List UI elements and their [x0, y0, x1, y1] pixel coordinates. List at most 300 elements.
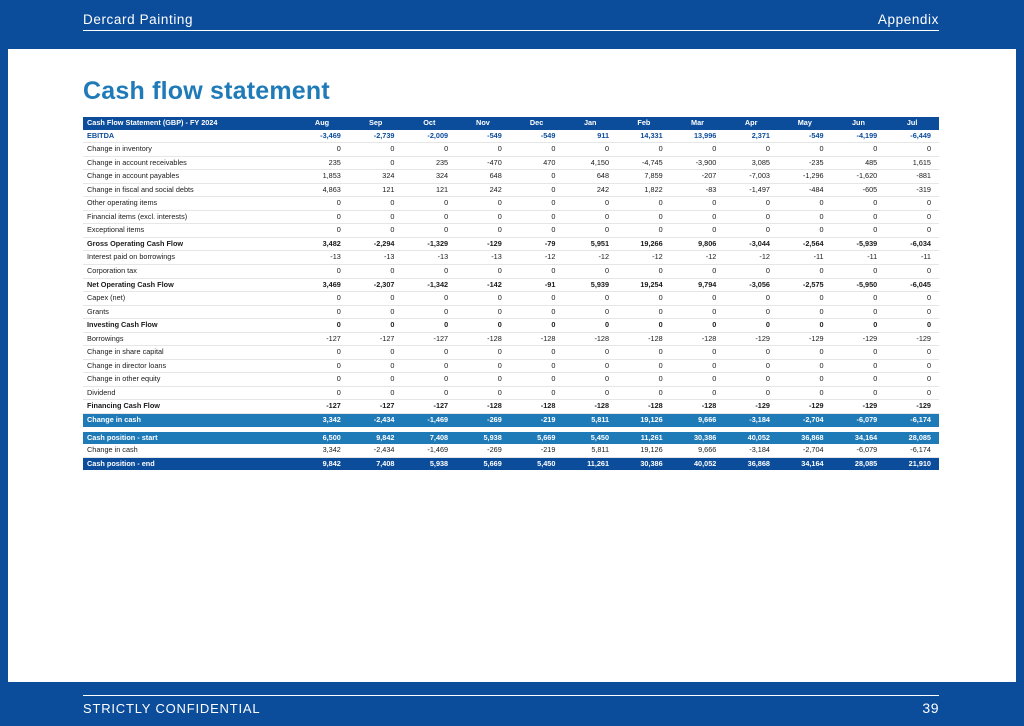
cell-value: 0	[349, 143, 403, 157]
cell-value: -6,034	[885, 237, 939, 251]
cell-value: -11	[885, 251, 939, 265]
cell-value: 0	[832, 305, 886, 319]
cell-value: 0	[724, 197, 778, 211]
cell-value: 9,806	[671, 237, 725, 251]
cell-value: -128	[617, 400, 671, 414]
cell-value: 9,666	[671, 444, 725, 457]
cell-value: -128	[563, 400, 617, 414]
cell-value: 0	[885, 305, 939, 319]
cell-value: -128	[617, 332, 671, 346]
cell-value: 0	[617, 386, 671, 400]
row-label: EBITDA	[83, 130, 295, 143]
cell-value: 0	[617, 346, 671, 360]
cell-value: 0	[671, 346, 725, 360]
cell-value: 0	[724, 210, 778, 224]
cell-value: 0	[885, 265, 939, 279]
cell-value: 4,150	[563, 156, 617, 170]
cell-value: -3,056	[724, 278, 778, 292]
cell-value: -2,739	[349, 130, 403, 143]
cell-value: 5,939	[563, 278, 617, 292]
cell-value: 470	[510, 156, 564, 170]
row-label: Borrowings	[83, 332, 295, 346]
cell-value: -3,184	[724, 414, 778, 427]
cell-value: -127	[295, 400, 349, 414]
table-row	[83, 265, 939, 279]
cell-value: -128	[510, 400, 564, 414]
cell-value: -2,704	[778, 414, 832, 427]
cell-value: 0	[510, 265, 564, 279]
cell-value: 0	[671, 143, 725, 157]
cell-value: -129	[724, 400, 778, 414]
cell-value: 0	[563, 373, 617, 387]
cell-value: -129	[832, 400, 886, 414]
cell-value: 7,408	[402, 432, 456, 445]
cell-value: -6,174	[885, 414, 939, 427]
cell-value: 0	[402, 346, 456, 360]
cell-value: 0	[295, 210, 349, 224]
cell-value: 0	[510, 170, 564, 184]
cell-value: 0	[885, 359, 939, 373]
cell-value: 0	[778, 265, 832, 279]
cell-value: 0	[671, 386, 725, 400]
cell-value: -91	[510, 278, 564, 292]
cell-value: 0	[885, 292, 939, 306]
cell-value: 324	[402, 170, 456, 184]
table-row	[83, 251, 939, 265]
cell-value: -470	[456, 156, 510, 170]
cell-value: -13	[295, 251, 349, 265]
cell-value: -207	[671, 170, 725, 184]
table-row	[83, 156, 939, 170]
cell-value: 0	[778, 305, 832, 319]
table-row	[83, 278, 939, 292]
table-row	[83, 130, 939, 143]
cell-value: 3,482	[295, 237, 349, 251]
table-row	[83, 373, 939, 387]
cell-value: -11	[832, 251, 886, 265]
cell-value: 0	[671, 319, 725, 333]
cell-value: 0	[295, 197, 349, 211]
cell-value: 0	[617, 319, 671, 333]
cell-value: 0	[885, 373, 939, 387]
cell-value: 0	[456, 359, 510, 373]
cell-value: -5,950	[832, 278, 886, 292]
cell-value: 3,469	[295, 278, 349, 292]
cell-value: 324	[349, 170, 403, 184]
column-header-oct: Oct	[402, 117, 456, 130]
cell-value: 9,794	[671, 278, 725, 292]
cell-value: 0	[456, 197, 510, 211]
cell-value: -127	[295, 332, 349, 346]
cell-value: 28,085	[885, 432, 939, 445]
cell-value: -12	[617, 251, 671, 265]
table-row	[83, 224, 939, 238]
cell-value: 0	[671, 265, 725, 279]
cell-value: 0	[885, 197, 939, 211]
cell-value: 0	[402, 197, 456, 211]
cell-value: -219	[510, 414, 564, 427]
cell-value: 14,331	[617, 130, 671, 143]
cell-value: 5,450	[510, 457, 564, 470]
company-name: Dercard Painting	[83, 12, 194, 27]
cell-value: 13,996	[671, 130, 725, 143]
cell-value: 0	[724, 265, 778, 279]
table-row	[83, 237, 939, 251]
header-bar	[0, 0, 1024, 49]
cell-value: 0	[778, 224, 832, 238]
cell-value: 0	[510, 292, 564, 306]
row-label: Grants	[83, 305, 295, 319]
cell-value: 3,342	[295, 414, 349, 427]
cell-value: -4,745	[617, 156, 671, 170]
cell-value: 0	[724, 386, 778, 400]
cell-value: 0	[617, 210, 671, 224]
cell-value: 1,615	[885, 156, 939, 170]
cell-value: 0	[724, 319, 778, 333]
table-row	[83, 319, 939, 333]
cell-value: -13	[349, 251, 403, 265]
cell-value: 0	[402, 359, 456, 373]
cell-value: -1,296	[778, 170, 832, 184]
cell-value: 0	[510, 359, 564, 373]
cell-value: 0	[832, 319, 886, 333]
cell-value: 0	[671, 224, 725, 238]
cell-value: 3,342	[295, 444, 349, 457]
cell-value: 0	[617, 373, 671, 387]
row-label: Cash position - end	[83, 457, 295, 470]
cell-value: 0	[349, 292, 403, 306]
cell-value: -129	[778, 332, 832, 346]
cell-value: 0	[563, 346, 617, 360]
cell-value: 0	[617, 224, 671, 238]
cell-value: -4,199	[832, 130, 886, 143]
cell-value: -3,469	[295, 130, 349, 143]
cell-value: -2,564	[778, 237, 832, 251]
cell-value: -6,079	[832, 414, 886, 427]
cell-value: 648	[456, 170, 510, 184]
cell-value: -142	[456, 278, 510, 292]
cell-value: 0	[349, 224, 403, 238]
cell-value: -12	[510, 251, 564, 265]
cell-value: 0	[724, 359, 778, 373]
cell-value: 6,500	[295, 432, 349, 445]
cell-value: -549	[456, 130, 510, 143]
table-row	[83, 359, 939, 373]
table-row	[83, 183, 939, 197]
cell-value: -127	[402, 332, 456, 346]
row-label: Other operating items	[83, 197, 295, 211]
cash-flow-table-container	[83, 117, 939, 470]
cell-value: -5,939	[832, 237, 886, 251]
cell-value: -129	[832, 332, 886, 346]
cell-value: 0	[778, 346, 832, 360]
cell-value: 121	[349, 183, 403, 197]
row-label: Gross Operating Cash Flow	[83, 237, 295, 251]
cell-value: 19,266	[617, 237, 671, 251]
footer-content	[83, 695, 939, 716]
cell-value: 235	[402, 156, 456, 170]
cell-value: -6,045	[885, 278, 939, 292]
cell-value: -129	[885, 400, 939, 414]
cell-value: 0	[295, 386, 349, 400]
cell-value: -127	[349, 400, 403, 414]
cell-value: 5,811	[563, 444, 617, 457]
row-label: Change in inventory	[83, 143, 295, 157]
cell-value: -2,307	[349, 278, 403, 292]
cell-value: -7,003	[724, 170, 778, 184]
cell-value: 0	[349, 346, 403, 360]
cell-value: 34,164	[832, 432, 886, 445]
cell-value: -2,704	[778, 444, 832, 457]
cell-value: 0	[563, 305, 617, 319]
cell-value: 0	[456, 265, 510, 279]
cell-value: 11,261	[617, 432, 671, 445]
cell-value: 0	[510, 210, 564, 224]
cell-value: 0	[778, 373, 832, 387]
cell-value: 0	[295, 143, 349, 157]
cell-value: -549	[778, 130, 832, 143]
cell-value: -11	[778, 251, 832, 265]
cell-value: 0	[563, 359, 617, 373]
cell-value: 9,842	[295, 457, 349, 470]
cell-value: 0	[349, 359, 403, 373]
cell-value: 19,126	[617, 414, 671, 427]
cell-value: 1,853	[295, 170, 349, 184]
page-number: 39	[922, 700, 939, 716]
cell-value: 0	[778, 386, 832, 400]
row-label: Capex (net)	[83, 292, 295, 306]
cell-value: -128	[456, 332, 510, 346]
cell-value: -1,342	[402, 278, 456, 292]
cell-value: 0	[349, 265, 403, 279]
cell-value: 0	[617, 143, 671, 157]
column-header-mar: Mar	[671, 117, 725, 130]
table-row	[83, 432, 939, 445]
cell-value: 0	[295, 319, 349, 333]
cell-value: 911	[563, 130, 617, 143]
cell-value: -6,174	[885, 444, 939, 457]
row-label: Investing Cash Flow	[83, 319, 295, 333]
cell-value: 0	[402, 373, 456, 387]
table-corner-label: Cash Flow Statement (GBP) - FY 2024	[83, 117, 295, 130]
cell-value: 121	[402, 183, 456, 197]
cell-value: -128	[510, 332, 564, 346]
row-label: Change in other equity	[83, 373, 295, 387]
cell-value: -6,449	[885, 130, 939, 143]
cell-value: 0	[456, 143, 510, 157]
column-header-sep: Sep	[349, 117, 403, 130]
row-label: Change in share capital	[83, 346, 295, 360]
cell-value: 0	[402, 319, 456, 333]
cell-value: 0	[349, 386, 403, 400]
cell-value: 7,859	[617, 170, 671, 184]
cell-value: 9,842	[349, 432, 403, 445]
cell-value: 3,085	[724, 156, 778, 170]
cell-value: -127	[402, 400, 456, 414]
cell-value: 0	[402, 265, 456, 279]
cell-value: 0	[295, 346, 349, 360]
table-row	[83, 170, 939, 184]
section-name: Appendix	[877, 12, 939, 27]
table-row	[83, 210, 939, 224]
cell-value: 0	[832, 373, 886, 387]
left-rail	[0, 49, 8, 682]
cell-value: 7,408	[349, 457, 403, 470]
cell-value: 0	[402, 292, 456, 306]
cell-value: 0	[617, 292, 671, 306]
cell-value: 0	[456, 210, 510, 224]
cell-value: 0	[617, 305, 671, 319]
cell-value: -128	[671, 332, 725, 346]
cell-value: 0	[885, 386, 939, 400]
cell-value: 0	[510, 143, 564, 157]
row-label: Change in cash	[83, 444, 295, 457]
cell-value: 0	[885, 346, 939, 360]
cell-value: -13	[456, 251, 510, 265]
cell-value: 0	[671, 197, 725, 211]
row-label: Change in fiscal and social debts	[83, 183, 295, 197]
cell-value: -6,079	[832, 444, 886, 457]
cell-value: -2,434	[349, 444, 403, 457]
table-row	[83, 386, 939, 400]
row-label: Net Operating Cash Flow	[83, 278, 295, 292]
cell-value: 0	[885, 210, 939, 224]
cell-value: 28,085	[832, 457, 886, 470]
cell-value: -319	[885, 183, 939, 197]
cell-value: 0	[456, 292, 510, 306]
cell-value: 4,863	[295, 183, 349, 197]
cell-value: 36,868	[724, 457, 778, 470]
cell-value: 9,666	[671, 414, 725, 427]
cell-value: 242	[456, 183, 510, 197]
cell-value: 0	[832, 346, 886, 360]
cell-value: 648	[563, 170, 617, 184]
cell-value: 0	[724, 305, 778, 319]
cell-value: 0	[563, 197, 617, 211]
cell-value: -219	[510, 444, 564, 457]
cell-value: 0	[671, 305, 725, 319]
cell-value: 0	[402, 224, 456, 238]
cell-value: -3,900	[671, 156, 725, 170]
cell-value: -3,184	[724, 444, 778, 457]
column-header-jul: Jul	[885, 117, 939, 130]
cell-value: 0	[456, 373, 510, 387]
cell-value: 0	[349, 197, 403, 211]
cell-value: -484	[778, 183, 832, 197]
cell-value: -127	[349, 332, 403, 346]
cell-value: 0	[295, 265, 349, 279]
page-title: Cash flow statement	[83, 77, 330, 105]
cell-value: 0	[724, 346, 778, 360]
footer-bar	[0, 682, 1024, 726]
cell-value: 5,951	[563, 237, 617, 251]
cell-value: 0	[563, 210, 617, 224]
cell-value: 30,386	[617, 457, 671, 470]
cell-value: 0	[402, 305, 456, 319]
cell-value: 0	[671, 292, 725, 306]
cell-value: -1,469	[402, 444, 456, 457]
cell-value: 485	[832, 156, 886, 170]
cell-value: -128	[456, 400, 510, 414]
table-row	[83, 400, 939, 414]
cell-value: 0	[778, 292, 832, 306]
cell-value: 19,126	[617, 444, 671, 457]
cell-value: -1,497	[724, 183, 778, 197]
cell-value: 0	[778, 319, 832, 333]
cell-value: -2,434	[349, 414, 403, 427]
cell-value: 0	[563, 265, 617, 279]
cell-value: -128	[563, 332, 617, 346]
cell-value: 0	[671, 359, 725, 373]
cell-value: 0	[510, 386, 564, 400]
cell-value: 0	[456, 305, 510, 319]
cell-value: 0	[563, 386, 617, 400]
cell-value: 0	[885, 319, 939, 333]
cell-value: -129	[724, 332, 778, 346]
row-label: Interest paid on borrowings	[83, 251, 295, 265]
cell-value: -83	[671, 183, 725, 197]
row-label: Financing Cash Flow	[83, 400, 295, 414]
cell-value: 0	[402, 210, 456, 224]
cell-value: 0	[295, 305, 349, 319]
cell-value: 0	[456, 346, 510, 360]
cell-value: 0	[617, 197, 671, 211]
header-content	[83, 12, 939, 31]
row-label: Exceptional items	[83, 224, 295, 238]
cell-value: 0	[510, 197, 564, 211]
cell-value: 0	[456, 319, 510, 333]
cell-value: -129	[885, 332, 939, 346]
cell-value: -12	[671, 251, 725, 265]
table-row	[83, 457, 939, 470]
cell-value: 40,052	[724, 432, 778, 445]
table-row	[83, 414, 939, 427]
cell-value: -269	[456, 414, 510, 427]
cell-value: 0	[510, 183, 564, 197]
cell-value: -1,329	[402, 237, 456, 251]
cell-value: 0	[510, 319, 564, 333]
cell-value: -2,294	[349, 237, 403, 251]
cell-value: 0	[671, 210, 725, 224]
cell-value: 0	[510, 224, 564, 238]
table-row	[83, 332, 939, 346]
cell-value: 0	[349, 156, 403, 170]
cell-value: 0	[563, 319, 617, 333]
cell-value: 21,910	[885, 457, 939, 470]
cell-value: 5,669	[510, 432, 564, 445]
cell-value: -128	[671, 400, 725, 414]
row-label: Change in cash	[83, 414, 295, 427]
cell-value: 5,938	[456, 432, 510, 445]
cell-value: 34,164	[778, 457, 832, 470]
cell-value: 0	[724, 143, 778, 157]
cell-value: 0	[778, 210, 832, 224]
cell-value: 0	[510, 305, 564, 319]
cell-value: 0	[778, 197, 832, 211]
cell-value: 0	[456, 386, 510, 400]
cell-value: 0	[832, 265, 886, 279]
cell-value: -881	[885, 170, 939, 184]
column-header-aug: Aug	[295, 117, 349, 130]
table-row	[83, 143, 939, 157]
cell-value: 5,669	[456, 457, 510, 470]
cell-value: 0	[617, 359, 671, 373]
row-label: Change in account receivables	[83, 156, 295, 170]
cell-value: 0	[295, 359, 349, 373]
cell-value: 0	[456, 224, 510, 238]
row-label: Change in director loans	[83, 359, 295, 373]
cell-value: -605	[832, 183, 886, 197]
